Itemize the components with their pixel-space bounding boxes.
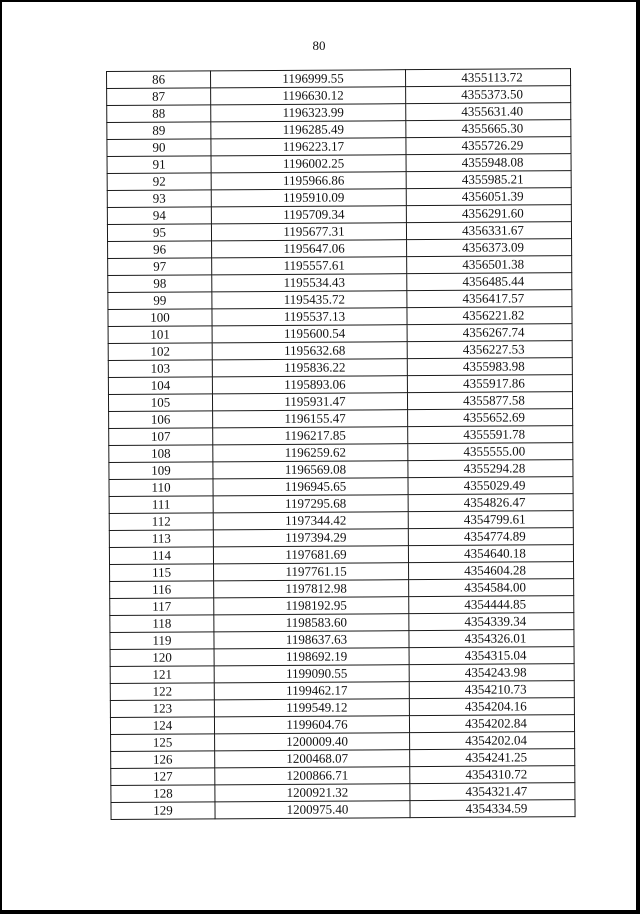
- x-coordinate-cell: 1199090.55: [214, 665, 409, 683]
- x-coordinate-cell: 1200921.32: [215, 784, 410, 802]
- x-coordinate-cell: 1199604.76: [214, 716, 409, 734]
- y-coordinate-cell: 4356417.57: [407, 290, 572, 308]
- x-coordinate-cell: 1197761.15: [214, 563, 409, 581]
- y-coordinate-cell: 4355113.72: [405, 69, 570, 87]
- table-row: [109, 545, 573, 565]
- point-number-cell: 94: [107, 207, 211, 225]
- y-coordinate-cell: 4355983.98: [407, 358, 572, 376]
- point-number-cell: 125: [111, 734, 215, 752]
- page-number: 80: [312, 38, 326, 53]
- x-coordinate-cell: 1195647.06: [212, 240, 407, 258]
- y-coordinate-cell: 4354243.98: [409, 664, 574, 682]
- y-coordinate-cell: 4354202.04: [410, 732, 575, 750]
- table-row: [107, 222, 571, 242]
- x-coordinate-cell: 1198583.60: [214, 614, 409, 632]
- y-coordinate-cell: 4356485.44: [407, 273, 572, 291]
- table-row: [109, 477, 573, 497]
- x-coordinate-cell: 1196630.12: [211, 87, 406, 105]
- point-number-cell: 127: [111, 768, 215, 786]
- x-coordinate-cell: 1195836.22: [212, 359, 407, 377]
- x-coordinate-cell: 1196323.99: [211, 104, 406, 122]
- y-coordinate-cell: 4356267.74: [407, 324, 572, 342]
- point-number-cell: 96: [108, 241, 212, 259]
- y-coordinate-cell: 4354241.25: [410, 749, 575, 767]
- y-coordinate-cell: 4356373.09: [407, 239, 572, 257]
- x-coordinate-cell: 1197681.69: [213, 546, 408, 564]
- table-row: [108, 324, 572, 344]
- point-number-cell: 102: [108, 343, 212, 361]
- point-number-cell: 97: [108, 258, 212, 276]
- y-coordinate-cell: 4355591.78: [408, 426, 573, 444]
- y-coordinate-cell: 4354774.89: [408, 528, 573, 546]
- coordinates-table-body: [107, 69, 576, 820]
- point-number-cell: 88: [107, 105, 211, 123]
- x-coordinate-cell: 1197812.98: [214, 580, 409, 598]
- point-number-cell: 108: [109, 445, 213, 463]
- y-coordinate-cell: 4354210.73: [409, 681, 574, 699]
- x-coordinate-cell: 1196223.17: [211, 138, 406, 156]
- x-coordinate-cell: 1195677.31: [211, 223, 406, 241]
- y-coordinate-cell: 4354315.04: [409, 647, 574, 665]
- y-coordinate-cell: 4355985.21: [406, 171, 571, 189]
- table-row: [107, 69, 571, 89]
- y-coordinate-cell: 4354444.85: [409, 596, 574, 614]
- point-number-cell: 119: [110, 632, 214, 650]
- point-number-cell: 120: [110, 649, 214, 667]
- table-row: [111, 732, 575, 752]
- y-coordinate-cell: 4355373.50: [406, 86, 571, 104]
- point-number-cell: 123: [110, 700, 214, 718]
- y-coordinate-cell: 4354640.18: [408, 545, 573, 563]
- table-row: [110, 630, 574, 650]
- x-coordinate-cell: 1199549.12: [214, 699, 409, 717]
- x-coordinate-cell: 1197295.68: [213, 495, 408, 513]
- point-number-cell: 91: [107, 156, 211, 174]
- y-coordinate-cell: 4355877.58: [407, 392, 572, 410]
- table-row: [110, 681, 574, 701]
- y-coordinate-cell: 4354204.16: [409, 698, 574, 716]
- x-coordinate-cell: 1196217.85: [213, 427, 408, 445]
- y-coordinate-cell: 4356051.39: [406, 188, 571, 206]
- y-coordinate-cell: 4354321.47: [410, 783, 575, 801]
- table-row: [110, 579, 574, 599]
- table-row: [110, 613, 574, 633]
- y-coordinate-cell: 4354799.61: [408, 511, 573, 529]
- x-coordinate-cell: 1195534.43: [212, 274, 407, 292]
- y-coordinate-cell: 4354202.84: [409, 715, 574, 733]
- table-row: [108, 341, 572, 361]
- y-coordinate-cell: 4356501.38: [407, 256, 572, 274]
- y-coordinate-cell: 4355948.08: [406, 154, 571, 172]
- x-coordinate-cell: 1200866.71: [215, 767, 410, 785]
- table-row: [107, 188, 571, 208]
- x-coordinate-cell: 1198637.63: [214, 631, 409, 649]
- y-coordinate-cell: 4354326.01: [409, 630, 574, 648]
- point-number-cell: 117: [110, 598, 214, 616]
- x-coordinate-cell: 1200468.07: [215, 750, 410, 768]
- point-number-cell: 113: [109, 530, 213, 548]
- table-row: [109, 460, 573, 480]
- x-coordinate-cell: 1195931.47: [212, 393, 407, 411]
- table-row: [111, 783, 575, 803]
- y-coordinate-cell: 4355294.28: [408, 460, 573, 478]
- x-coordinate-cell: 1198192.95: [214, 597, 409, 615]
- coordinates-table: [106, 68, 576, 820]
- table-row: [109, 426, 573, 446]
- y-coordinate-cell: 4354310.72: [410, 766, 575, 784]
- x-coordinate-cell: 1195557.61: [212, 257, 407, 275]
- y-coordinate-cell: 4355631.40: [406, 103, 571, 121]
- x-coordinate-cell: 1195893.06: [212, 376, 407, 394]
- y-coordinate-cell: 4356291.60: [406, 205, 571, 223]
- table-row: [109, 511, 573, 531]
- x-coordinate-cell: 1195600.54: [212, 325, 407, 343]
- y-coordinate-cell: 4355665.30: [406, 120, 571, 138]
- x-coordinate-cell: 1196945.65: [213, 478, 408, 496]
- table-row: [110, 698, 574, 718]
- table-row: [107, 86, 571, 106]
- table-row: [110, 562, 574, 582]
- table-row: [107, 137, 571, 157]
- table-row: [108, 375, 572, 395]
- x-coordinate-cell: 1196155.47: [213, 410, 408, 428]
- point-number-cell: 114: [109, 547, 213, 565]
- x-coordinate-cell: 1196999.55: [211, 70, 406, 88]
- point-number-cell: 129: [111, 802, 215, 820]
- point-number-cell: 93: [107, 190, 211, 208]
- point-number-cell: 104: [108, 377, 212, 395]
- point-number-cell: 92: [107, 173, 211, 191]
- point-number-cell: 109: [109, 462, 213, 480]
- point-number-cell: 107: [109, 428, 213, 446]
- x-coordinate-cell: 1199462.17: [214, 682, 409, 700]
- point-number-cell: 106: [109, 411, 213, 429]
- point-number-cell: 116: [110, 581, 214, 599]
- x-coordinate-cell: 1198692.19: [214, 648, 409, 666]
- table-row: [110, 647, 574, 667]
- x-coordinate-cell: 1195709.34: [211, 206, 406, 224]
- point-number-cell: 128: [111, 785, 215, 803]
- point-number-cell: 95: [107, 224, 211, 242]
- point-number-cell: 112: [109, 513, 213, 531]
- point-number-cell: 118: [110, 615, 214, 633]
- point-number-cell: 100: [108, 309, 212, 327]
- table-row: [108, 392, 572, 412]
- table-row: [108, 307, 572, 327]
- table-row: [108, 256, 572, 276]
- table-row: [107, 154, 571, 174]
- x-coordinate-cell: 1200009.40: [215, 733, 410, 751]
- y-coordinate-cell: 4354826.47: [408, 494, 573, 512]
- y-coordinate-cell: 4355726.29: [406, 137, 571, 155]
- point-number-cell: 90: [107, 139, 211, 157]
- table-row: [110, 715, 574, 735]
- x-coordinate-cell: 1200975.40: [215, 801, 410, 819]
- y-coordinate-cell: 4356221.82: [407, 307, 572, 325]
- table-row: [107, 120, 571, 140]
- y-coordinate-cell: 4355029.49: [408, 477, 573, 495]
- x-coordinate-cell: 1196002.25: [211, 155, 406, 173]
- y-coordinate-cell: 4356227.53: [407, 341, 572, 359]
- table-row: [109, 409, 573, 429]
- x-coordinate-cell: 1196285.49: [211, 121, 406, 139]
- x-coordinate-cell: 1197394.29: [213, 529, 408, 547]
- point-number-cell: 124: [110, 717, 214, 735]
- y-coordinate-cell: 4354339.34: [409, 613, 574, 631]
- x-coordinate-cell: 1195966.86: [211, 172, 406, 190]
- point-number-cell: 122: [110, 683, 214, 701]
- y-coordinate-cell: 4355555.00: [408, 443, 573, 461]
- table-row: [108, 239, 572, 259]
- point-number-cell: 86: [107, 71, 211, 89]
- document-page: [2, 2, 636, 910]
- x-coordinate-cell: 1197344.42: [213, 512, 408, 530]
- table-row: [111, 800, 575, 820]
- point-number-cell: 105: [108, 394, 212, 412]
- table-row: [109, 443, 573, 463]
- point-number-cell: 121: [110, 666, 214, 684]
- x-coordinate-cell: 1195910.09: [211, 189, 406, 207]
- y-coordinate-cell: 4354334.59: [410, 800, 575, 818]
- table-row: [108, 273, 572, 293]
- x-coordinate-cell: 1195537.13: [212, 308, 407, 326]
- table-row: [111, 766, 575, 786]
- y-coordinate-cell: 4355652.69: [408, 409, 573, 427]
- table-row: [107, 171, 571, 191]
- table-row: [109, 494, 573, 514]
- y-coordinate-cell: 4354604.28: [409, 562, 574, 580]
- point-number-cell: 103: [108, 360, 212, 378]
- table-row: [109, 528, 573, 548]
- point-number-cell: 89: [107, 122, 211, 140]
- point-number-cell: 110: [109, 479, 213, 497]
- point-number-cell: 101: [108, 326, 212, 344]
- table-row: [107, 103, 571, 123]
- table-row: [110, 596, 574, 616]
- point-number-cell: 111: [109, 496, 213, 514]
- point-number-cell: 99: [108, 292, 212, 310]
- point-number-cell: 126: [111, 751, 215, 769]
- point-number-cell: 115: [110, 564, 214, 582]
- x-coordinate-cell: 1196569.08: [213, 461, 408, 479]
- x-coordinate-cell: 1196259.62: [213, 444, 408, 462]
- y-coordinate-cell: 4355917.86: [407, 375, 572, 393]
- table-row: [111, 749, 575, 769]
- point-number-cell: 98: [108, 275, 212, 293]
- point-number-cell: 87: [107, 88, 211, 106]
- y-coordinate-cell: 4356331.67: [406, 222, 571, 240]
- x-coordinate-cell: 1195632.68: [212, 342, 407, 360]
- y-coordinate-cell: 4354584.00: [409, 579, 574, 597]
- x-coordinate-cell: 1195435.72: [212, 291, 407, 309]
- table-row: [110, 664, 574, 684]
- table-row: [108, 290, 572, 310]
- table-row: [107, 205, 571, 225]
- table-row: [108, 358, 572, 378]
